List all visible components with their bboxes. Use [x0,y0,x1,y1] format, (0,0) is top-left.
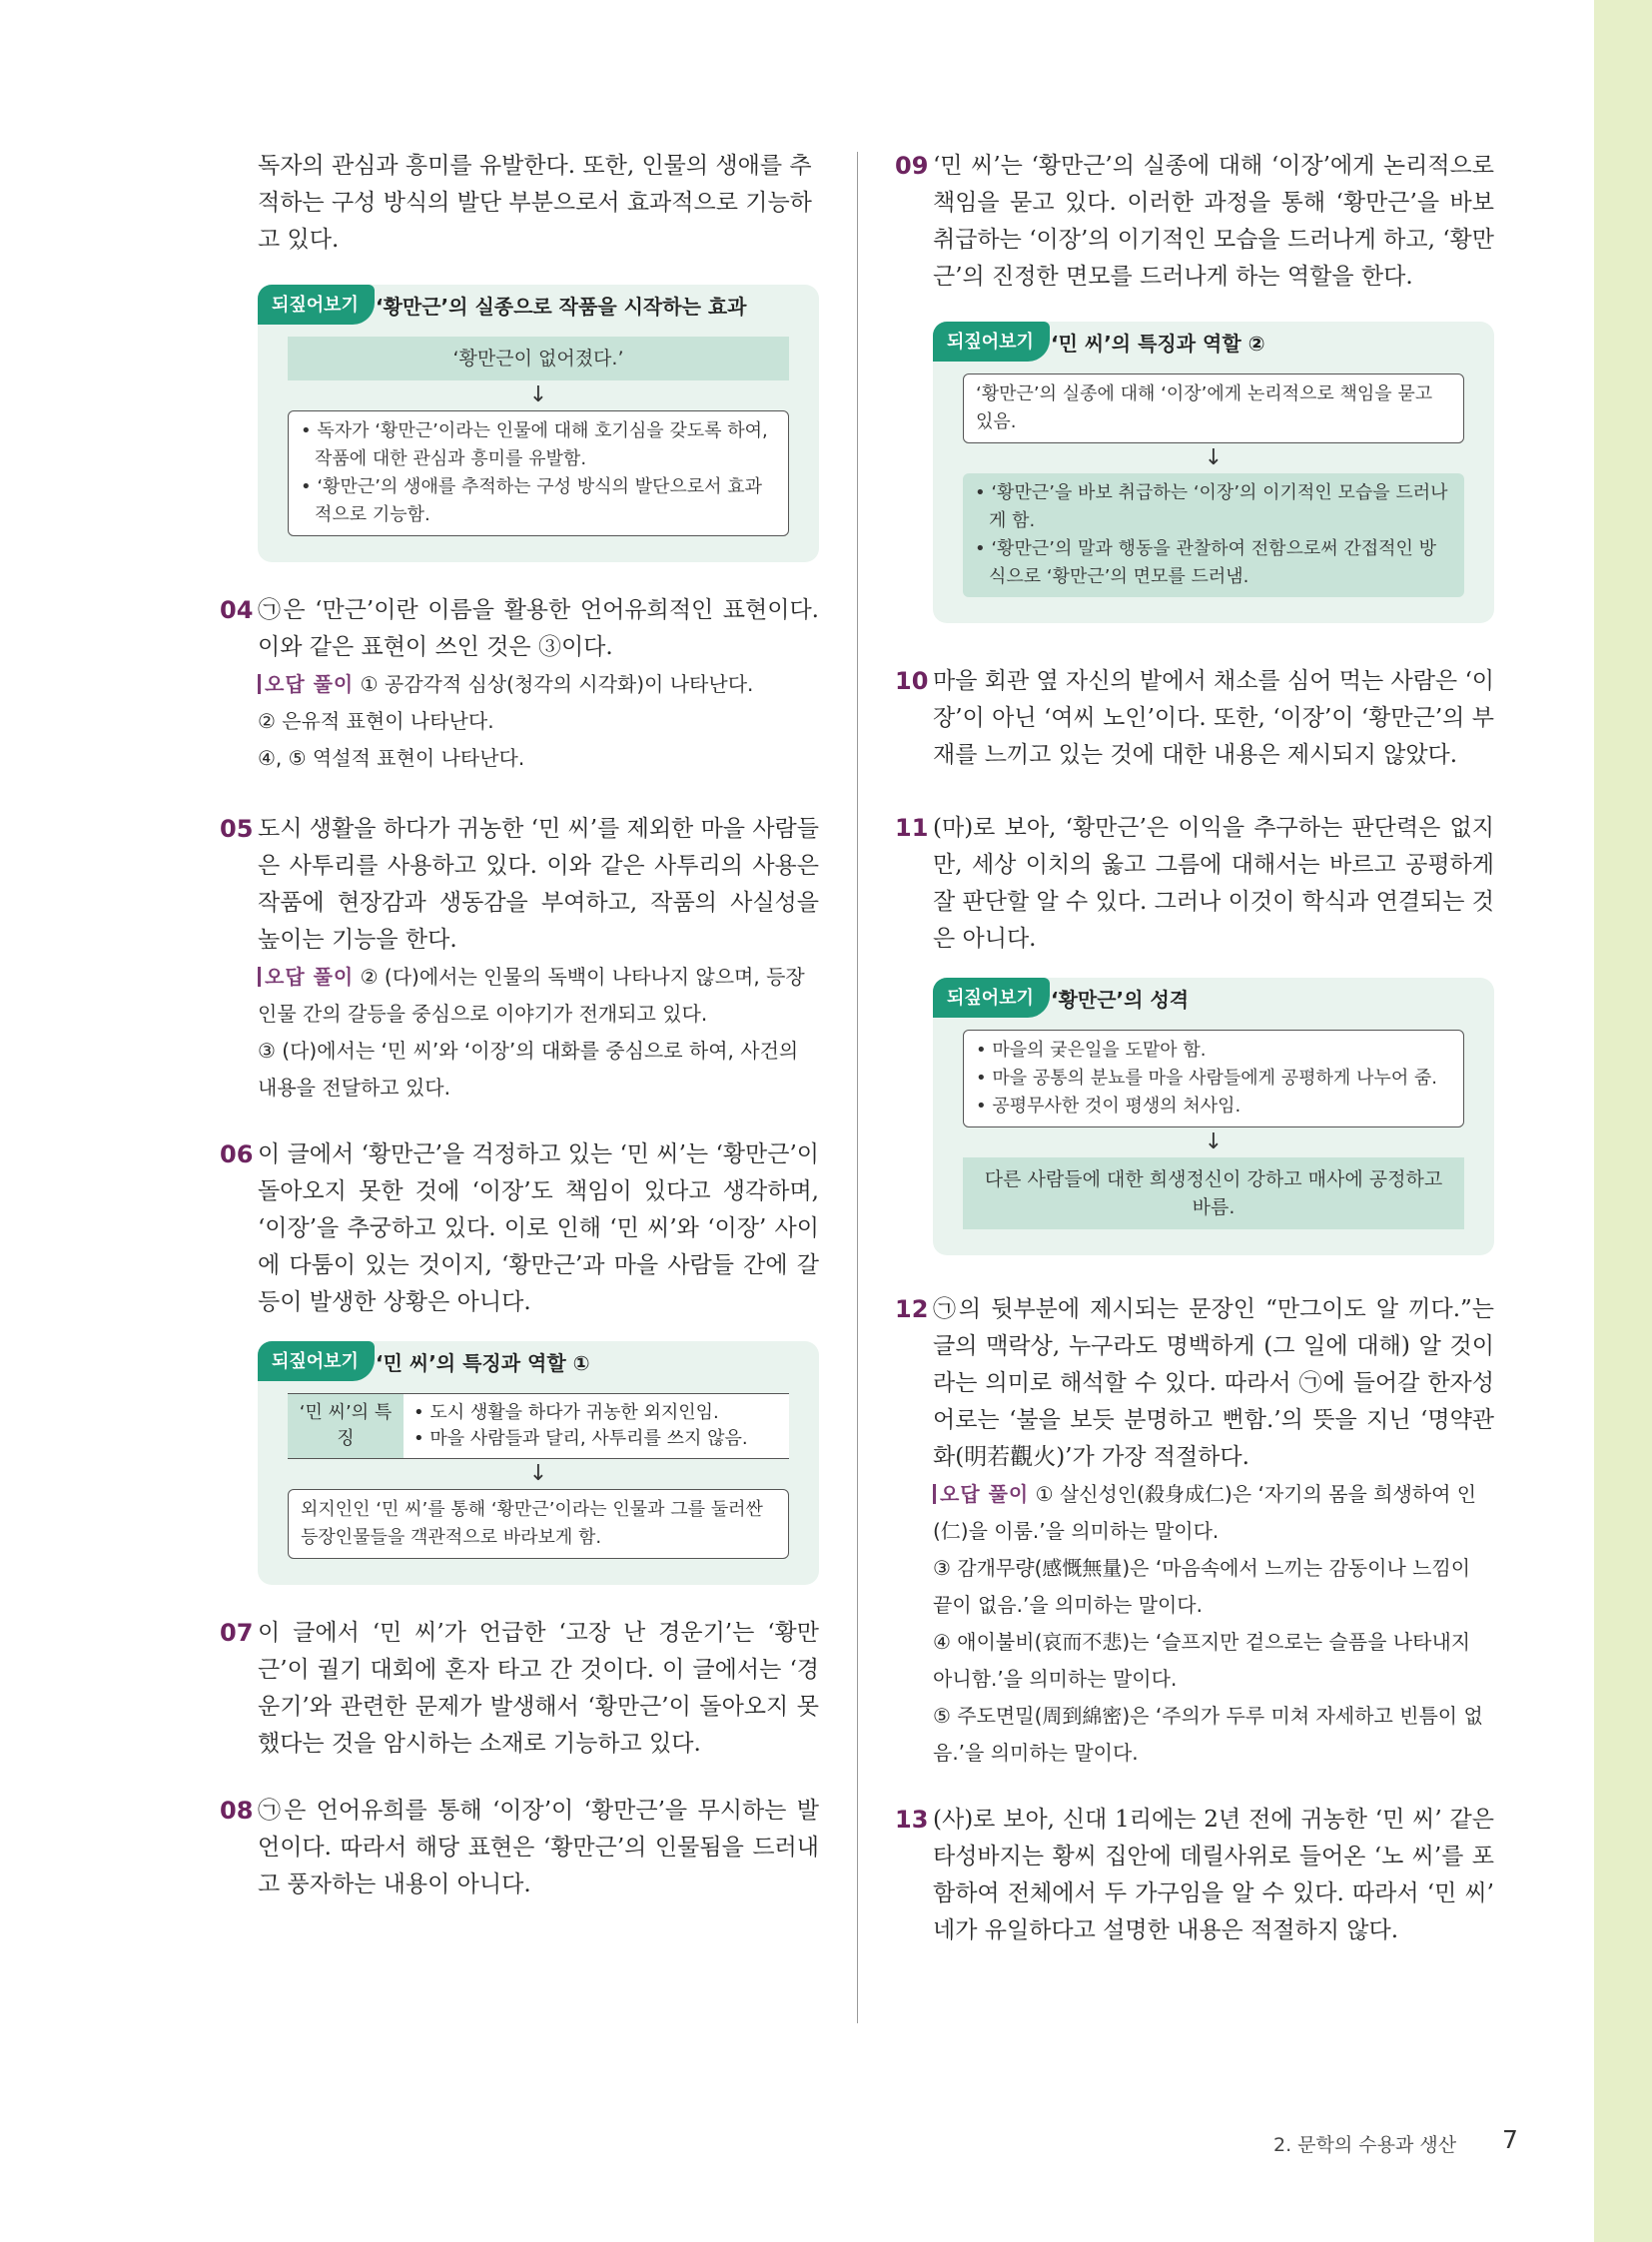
wrong-answer-label: 오답 풀이 [258,672,354,696]
review-title: ‘민 씨’의 특징과 역할 ① [376,1351,590,1375]
review-title: ‘황만근’의 실종으로 작품을 시작하는 효과 [376,295,747,319]
question-text: ㉠은 언어유희를 통해 ‘이장’이 ‘황만근’을 무시하는 발언이다. 따라서 해당 표현은 ‘황만근’의 인물됨을 드러내고 풍자하는 내용이 아니다. [258,1798,819,1897]
bullet-item: • 마을 사람들과 달리, 사투리를 쓰지 않음. [413,1428,748,1449]
wrong-answer-text: ② 은유적 표현이 나타난다. [258,709,494,733]
question-text: ‘민 씨’는 ‘황만근’의 실종에 대해 ‘이장’에게 논리적으로 책임을 묻고 있다. 이러한 과정을 통해 ‘황만근’을 바보 취급하는 ‘이장’의 이기적인 모습을 드러나게 하고, ‘황만근’의 진정한 면모를 드러나게 하는 역할을 한다. [933,153,1494,290]
right-column [895,148,1494,1949]
review-tag: 되짚어보기 [258,285,375,325]
intro-line: 고 있다. [258,227,340,253]
question-13 [895,1802,1494,1949]
question-number: 05 [220,815,254,843]
section-title: 2. 문학의 수용과 생산 [1273,2134,1457,2156]
question-07 [220,1615,819,1763]
question-05 [220,811,819,1107]
down-arrow-icon: ↓ [1204,445,1224,470]
question-text: (사)로 보아, 신대 1리에는 2년 전에 귀농한 ‘민 씨’ 같은 타성바지는 황씨 집안에 데릴사위로 들어온 ‘노 씨’를 포함하여 전체에서 두 가구임을 알 수 있다. 따라서 ‘민 씨’ 네가 유일하다고 설명한 내용은 적절하지 않다. [933,1807,1494,1943]
review-top [963,1030,1464,1127]
wrong-answer-label: 오답 풀이 [258,965,354,989]
review-top: ‘황만근’의 실종에 대해 ‘이장’에게 논리적으로 책임을 묻고 있음. [963,374,1464,443]
feature-head: ‘민 씨’의 특징 [288,1394,404,1459]
review-result: 다른 사람들에 대한 희생정신이 강하고 매사에 공정하고 바름. [963,1157,1464,1229]
question-text: 이 글에서 ‘황만근’을 걱정하고 있는 ‘민 씨’는 ‘황만근’이 돌아오지 못한 것에 ‘이장’도 책임이 있다고 생각하며, ‘이장’을 추궁하고 있다. 이로 인해 ‘민 씨’와 ‘이장’ 사이에 다툼이 있는 것이지, ‘황만근’과 마을 사람들 간에 갈등이 발생한 상황은 아니다. [258,1141,819,1315]
review-result [288,410,789,536]
wrong-answer-line [258,666,819,703]
question-number: 11 [895,814,929,842]
question-12 [895,1291,1494,1772]
question-06 [220,1136,819,1321]
wrong-answer-text: ④, ⑤ 역설적 표현이 나타난다. [258,746,525,770]
bullet-item: • 독자가 ‘황만근’이라는 인물에 대해 호기심을 갖도록 하여, 작품에 대한 관심과 흥미를 유발함. [301,420,768,469]
bullet-item: • 마을의 궂은일을 도맡아 함. [976,1040,1207,1061]
review-box-4 [933,978,1494,1255]
question-09 [895,148,1494,296]
question-number: 06 [220,1140,254,1168]
question-number: 13 [895,1806,929,1834]
bullet-item: • 공평무사한 것이 평생의 처사임. [976,1096,1241,1117]
question-number: 08 [220,1797,254,1825]
review-result: 외지인인 ‘민 씨’를 통해 ‘황만근’이라는 인물과 그를 둘러싼 등장인물들을 객관적으로 바라보게 함. [288,1489,789,1559]
wrong-answer-text: ① 살신성인(殺身成仁)은 ‘자기의 몸을 희생하여 인(仁)을 이룸.’을 의미하는 말이다. [933,1482,1477,1543]
question-number: 04 [220,596,254,624]
wrong-answer-text: ② (다)에서는 인물의 독백이 나타나지 않으며, 등장 인물 간의 갈등을 중심으로 이야기가 전개되고 있다. [258,965,805,1026]
review-result [963,473,1464,597]
bullet-item: • ‘황만근’을 바보 취급하는 ‘이장’의 이기적인 모습을 드러나게 함. [975,482,1448,531]
question-text: 이 글에서 ‘민 씨’가 언급한 ‘고장 난 경운기’는 ‘황만근’이 궐기 대회에 혼자 타고 간 것이다. 이 글에서는 ‘경운기’와 관련한 문제가 발생해서 ‘황만근’이 돌아오지 못했다는 것을 암시하는 소재로 기능하고 있다. [258,1620,819,1757]
review-tag: 되짚어보기 [933,322,1050,362]
review-tag: 되짚어보기 [258,1341,375,1381]
review-tag: 되짚어보기 [933,978,1050,1018]
left-column [220,148,819,1903]
wrong-answer-line [258,959,819,1033]
question-04 [220,592,819,777]
column-divider [857,152,858,2023]
question-number: 09 [895,152,929,180]
question-number: 12 [895,1295,929,1323]
wrong-answer-text: ① 공감각적 심상(청각의 시각화)이 나타난다. [360,672,754,696]
wrong-answer-text: ③ (다)에서는 ‘민 씨’와 ‘이장’의 대화를 중심으로 하여, 사건의 내용을 전달하고 있다. [258,1039,799,1100]
intro-line: 적하는 구성 방식의 발단 부분으로서 효과적으로 기능하 [258,190,812,216]
question-text: ㉠은 ‘만근’이란 이름을 활용한 언어유희적인 표현이다. 이와 같은 표현이 쓰인 것은 ③이다. [258,597,819,660]
down-arrow-icon: ↓ [1204,1129,1224,1154]
wrong-answer-text: ④ 애이불비(哀而不悲)는 ‘슬프지만 겉으로는 슬픔을 나타내지 아니함.’을 의미하는 말이다. [933,1630,1471,1691]
bullet-item: • ‘황만근’의 말과 행동을 관찰하여 전함으로써 간접적인 방식으로 ‘황만근’의 면모를 드러냄. [975,538,1437,587]
review-box-1 [258,285,819,562]
question-number: 10 [895,667,929,695]
feature-body [404,1394,789,1459]
bullet-item: • 마을 공통의 분뇨를 마을 사람들에게 공평하게 나누어 줌. [976,1068,1438,1089]
down-arrow-icon: ↓ [528,1461,548,1486]
side-strip [1594,0,1652,2242]
question-text: (마)로 보아, ‘황만근’은 이익을 추구하는 판단력은 없지만, 세상 이치의 옳고 그름에 대해서는 바르고 공평하게 잘 판단할 알 수 있다. 그러나 이것이 학식과 연결되는 것은 아니다. [933,815,1494,952]
question-10 [895,663,1494,774]
review-box-3 [933,322,1494,623]
review-box-2 [258,1341,819,1585]
wrong-answer-label: 오답 풀이 [933,1482,1029,1506]
wrong-answer-text: ③ 감개무량(感慨無量)은 ‘마음속에서 느끼는 감동이나 느낌이 끝이 없음.’을 의미하는 말이다. [933,1556,1471,1617]
question-number: 07 [220,1619,254,1647]
intro-paragraph [258,148,819,259]
feature-table [288,1393,789,1459]
intro-line: 독자의 관심과 흥미를 유발한다. 또한, 인물의 생애를 추 [258,153,812,179]
review-title: ‘황만근’의 성격 [1051,988,1190,1012]
question-11 [895,810,1494,958]
question-text: 도시 생활을 하다가 귀농한 ‘민 씨’를 제외한 마을 사람들은 사투리를 사용하고 있다. 이와 같은 사투리의 사용은 작품에 현장감과 생동감을 부여하고, 작품의 사실성을 높이는 기능을 한다. [258,816,819,953]
bullet-item: • ‘황만근’의 생애를 추적하는 구성 방식의 발단으로서 효과적으로 기능함. [301,476,763,525]
down-arrow-icon: ↓ [528,382,548,407]
page-number: 7 [1502,2125,1518,2154]
wrong-answer-text: ⑤ 주도면밀(周到綿密)은 ‘주의가 두루 미쳐 자세하고 빈틈이 없음.’을 의미하는 말이다. [933,1704,1483,1765]
review-top: ‘황만근이 없어졌다.’ [288,337,789,380]
question-text: ㉠의 뒷부분에 제시되는 문장인 “만그이도 알 끼다.”는 글의 맥락상, 누구라도 명백하게 (그 일에 대해) 알 것이라는 의미로 해석할 수 있다. 따라서 ㉠에 들어갈 한자성어로는 ‘불을 보듯 분명하고 뻔함.’의 뜻을 지닌 ‘명약관화(明若觀火)’가 가장 적절하다. [933,1296,1494,1470]
wrong-answer-line [933,1476,1494,1550]
review-title: ‘민 씨’의 특징과 역할 ② [1051,332,1265,356]
bullet-item: • 도시 생활을 하다가 귀농한 외지인임. [413,1402,719,1423]
question-08 [220,1793,819,1903]
question-text: 마을 회관 옆 자신의 밭에서 채소를 심어 먹는 사람은 ‘이장’이 아닌 ‘여씨 노인’이다. 또한, ‘이장’이 ‘황만근’의 부재를 느끼고 있는 것에 대한 내용은 제시되지 않았다. [933,668,1494,768]
